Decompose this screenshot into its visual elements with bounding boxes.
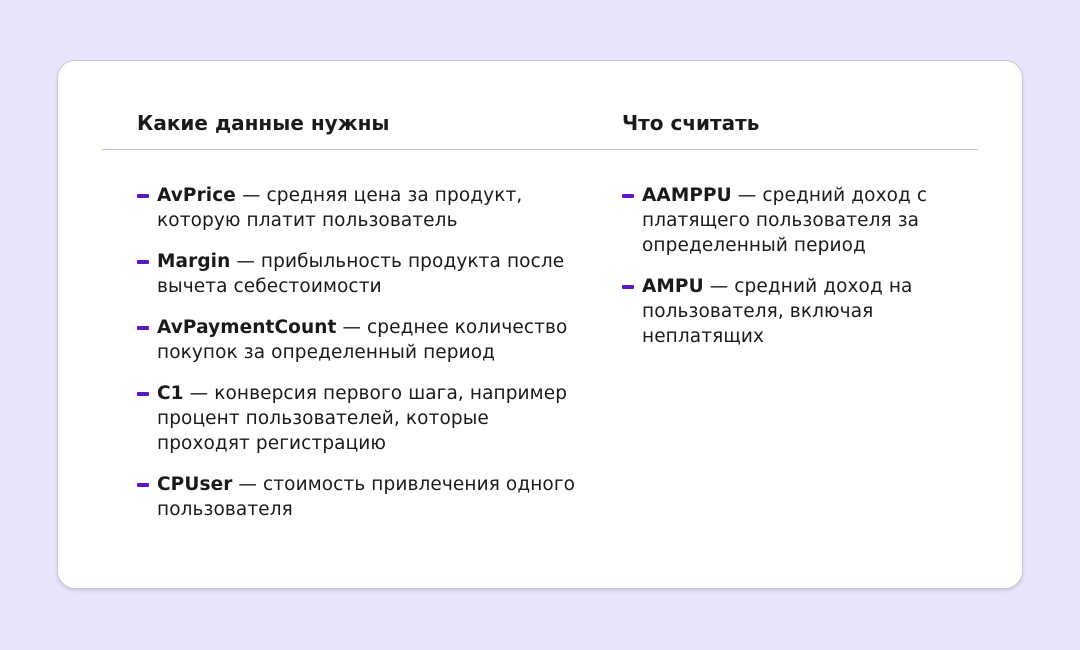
metric-description: — стоимость привлечения одного пользователя xyxy=(157,474,576,520)
list-item xyxy=(622,274,962,349)
dash-bullet-icon xyxy=(622,194,634,198)
dash-bullet-icon xyxy=(137,326,149,330)
list-item xyxy=(137,381,577,456)
metric-description: — средняя цена за продукт, которую платит пользователь xyxy=(157,185,523,231)
what-to-calculate-heading: Что считать xyxy=(622,111,760,135)
list-item xyxy=(137,249,577,299)
list-item xyxy=(137,315,577,365)
list-item xyxy=(622,183,962,258)
metric-description: — конверсия первого шага, например процент пользователей, которые проходят регистрацию xyxy=(157,383,568,454)
metric-term: CPUser xyxy=(157,474,233,495)
list-item xyxy=(137,472,577,522)
metric-description: — среднее количество покупок за определенный период xyxy=(157,317,568,363)
list-item xyxy=(137,183,577,233)
metric-term: Margin xyxy=(157,251,231,272)
metric-term: AvPaymentCount xyxy=(157,317,337,338)
metric-description: — прибыльность продукта после вычета себестоимости xyxy=(157,251,565,297)
metric-term: AAMPPU xyxy=(642,185,732,206)
metric-term: AMPU xyxy=(642,276,704,297)
info-card xyxy=(57,60,1023,589)
dash-bullet-icon xyxy=(137,392,149,396)
metric-term: C1 xyxy=(157,383,184,404)
metric-term: AvPrice xyxy=(157,185,236,206)
what-to-calculate-list xyxy=(622,183,962,365)
header-divider xyxy=(102,149,978,150)
metric-description: — средний доход с платящего пользователя за определенный период xyxy=(642,185,928,256)
metric-description: — средний доход на пользователя, включая неплатящих xyxy=(642,276,913,347)
data-needed-list xyxy=(137,183,577,538)
dash-bullet-icon xyxy=(137,483,149,487)
dash-bullet-icon xyxy=(622,285,634,289)
data-needed-heading: Какие данные нужны xyxy=(137,111,390,135)
dash-bullet-icon xyxy=(137,194,149,198)
dash-bullet-icon xyxy=(137,260,149,264)
